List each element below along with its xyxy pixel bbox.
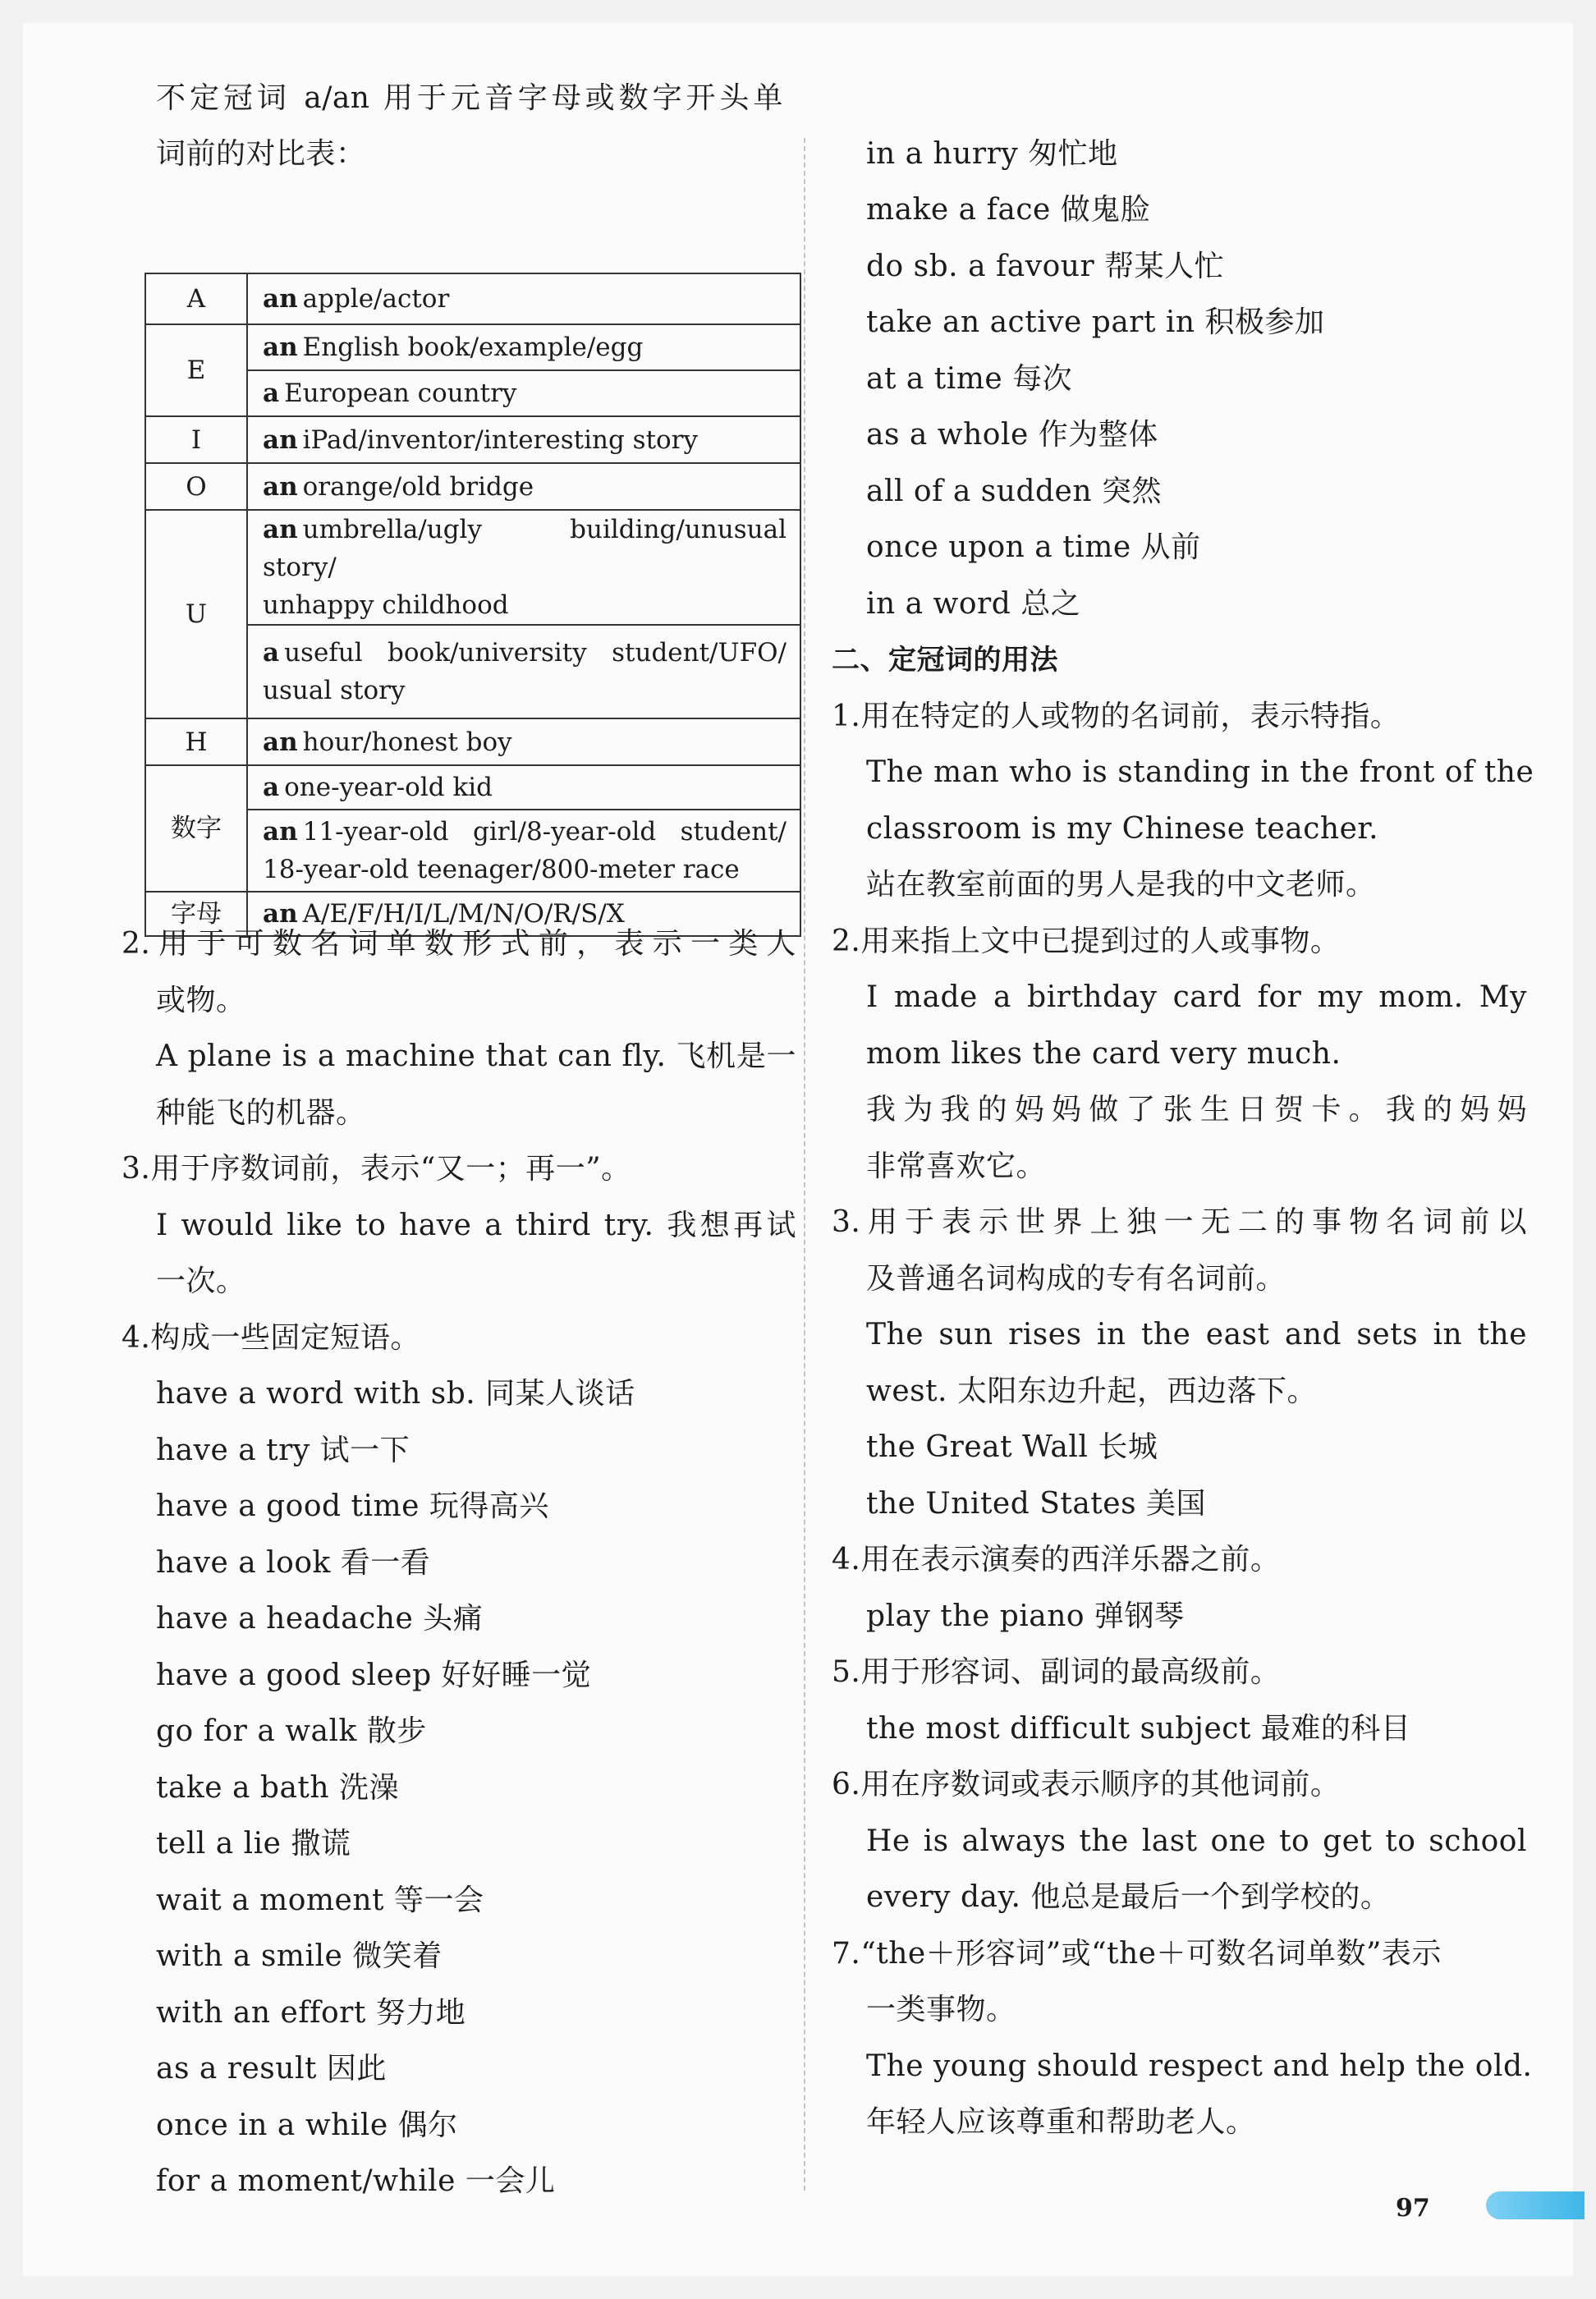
table-letter-cell: H [145, 718, 247, 765]
right-line: 一类事物。 [866, 1993, 1016, 2026]
right-line: 及普通名词构成的专有名词前。 [866, 1262, 1286, 1296]
left-line: A plane is a machine that can fly. 飞机是一 [156, 1039, 796, 1073]
table-letter-cell: O [145, 463, 247, 510]
left-line: 种能飞的机器。 [156, 1096, 366, 1130]
phrase-item: for a moment/while 一会儿 [156, 2164, 556, 2198]
right-line: the United States 美国 [866, 1487, 1206, 1521]
table-example-cell: a one-year-old kid [247, 765, 800, 810]
page-number: 97 [1396, 2194, 1430, 2223]
right-line: classroom is my Chinese teacher. [866, 812, 1379, 846]
right-line: The sun rises in the east and sets in the [866, 1318, 1527, 1351]
right-line: He is always the last one to get to school [866, 1824, 1527, 1858]
right-line: west. 太阳东边升起，西边落下。 [866, 1374, 1317, 1408]
page-number-tab [1486, 2191, 1585, 2219]
left-line: 2.用于可数名词单数形式前，表示一类人 [122, 927, 796, 961]
phrase-item: as a result 因此 [156, 2052, 387, 2086]
table-example-cell: an iPad/inventor/interesting story [247, 416, 800, 463]
table-example-cell: an 11-year-old girl/8-year-old student/ 18-year-old teenager/800-meter race [247, 810, 800, 892]
phrase-item: make a face 做鬼脸 [866, 193, 1151, 227]
right-line: 4.用在表示演奏的西洋乐器之前。 [832, 1543, 1281, 1576]
table-row [145, 324, 800, 370]
phrase-item: at a time 每次 [866, 362, 1073, 396]
right-line: The young should respect and help the old. [866, 2049, 1533, 2083]
right-line: 年轻人应该尊重和帮助老人。 [866, 2105, 1256, 2139]
article-comparison-table [144, 273, 801, 937]
table-letter-cell: E [145, 324, 247, 416]
phrase-item: have a word with sb. 同某人谈话 [156, 1377, 635, 1411]
intro-line-1: 不定冠词 a/an 用于元音字母或数字开头单 [156, 81, 783, 115]
phrase-item: tell a lie 撒谎 [156, 1827, 351, 1861]
table-example-cell: an apple/actor [247, 273, 800, 324]
left-line: I would like to have a third try. 我想再试 [156, 1209, 796, 1242]
table-row [145, 765, 800, 810]
phrase-item: all of a sudden 突然 [866, 475, 1162, 508]
right-line: I made a birthday card for my mom. My [866, 980, 1527, 1014]
right-line: 3.用于表示世界上独一无二的事物名词前以 [832, 1205, 1527, 1239]
column-divider [804, 138, 805, 2191]
phrase-item: as a whole 作为整体 [866, 418, 1158, 452]
right-line: The man who is standing in the front of the [866, 755, 1534, 789]
table-letter-cell: I [145, 416, 247, 463]
table-example-cell: an hour/honest boy [247, 718, 800, 765]
table-row [145, 510, 800, 625]
right-line: 2.用来指上文中已提到过的人或事物。 [832, 925, 1341, 958]
phrase-item: have a good sleep 好好睡一觉 [156, 1659, 592, 1692]
phrase-item: have a try 试一下 [156, 1434, 410, 1467]
right-line: the most difficult subject 最难的科目 [866, 1712, 1411, 1746]
table-letter-cell: A [145, 273, 247, 324]
right-line: mom likes the card very much. [866, 1037, 1341, 1071]
table-letter-cell: 数字 [145, 765, 247, 892]
phrase-item: once upon a time 从前 [866, 530, 1201, 564]
right-line: 6.用在序数词或表示顺序的其他词前。 [832, 1768, 1341, 1801]
page [23, 23, 1573, 2276]
phrase-item: in a hurry 匆忙地 [866, 137, 1118, 171]
section-title: 二、定冠词的用法 [832, 644, 1058, 677]
phrase-item: do sb. a favour 帮某人忙 [866, 250, 1225, 283]
table-example-cell: an orange/old bridge [247, 463, 800, 510]
right-line: the Great Wall 长城 [866, 1430, 1158, 1464]
phrase-item: have a headache 头痛 [156, 1602, 484, 1636]
phrase-item: take an active part in 积极参加 [866, 305, 1325, 339]
phrase-item: with an effort 努力地 [156, 1996, 466, 2030]
phrase-item: in a word 总之 [866, 587, 1081, 621]
right-line: 站在教室前面的男人是我的中文老师。 [866, 868, 1376, 902]
left-line: 一次。 [156, 1264, 246, 1298]
right-line: 我为我的妈妈做了张生日贺卡。我的妈妈 [866, 1093, 1527, 1127]
table-example-cell: a useful book/university student/UFO/ usual story [247, 625, 800, 718]
table-row [145, 273, 800, 324]
table-example-cell: an umbrella/ugly building/unusual story/ unhappy childhood [247, 510, 800, 625]
phrase-item: with a smile 微笑着 [156, 1939, 443, 1973]
phrase-item: go for a walk 散步 [156, 1714, 427, 1748]
right-line: every day. 他总是最后一个到学校的。 [866, 1880, 1391, 1914]
table-row [145, 463, 800, 510]
phrase-item: wait a moment 等一会 [156, 1884, 484, 1917]
table-example-cell: an A/E/F/H/I/L/M/N/O/R/S/X [247, 892, 800, 936]
phrase-item: once in a while 偶尔 [156, 2109, 458, 2142]
left-line: 或物。 [156, 984, 246, 1017]
table-row [145, 718, 800, 765]
phrase-item: have a good time 玩得高兴 [156, 1489, 549, 1523]
table-example-cell: an English book/example/egg [247, 324, 800, 370]
table-letter-cell: 字母 [145, 892, 247, 936]
right-line: 7.“the＋形容词”或“the＋可数名词单数”表示 [832, 1937, 1442, 1971]
phrase-item: take a bath 洗澡 [156, 1771, 400, 1805]
right-line: 5.用于形容词、副词的最高级前。 [832, 1655, 1281, 1689]
right-line: 非常喜欢它。 [866, 1150, 1047, 1183]
table-row [145, 416, 800, 463]
right-line: 1.用在特定的人或物的名词前，表示特指。 [832, 700, 1401, 733]
left-line: 4.构成一些固定短语。 [122, 1321, 420, 1355]
right-line: play the piano 弹钢琴 [866, 1599, 1185, 1633]
phrase-item: have a look 看一看 [156, 1546, 431, 1580]
left-line: 3.用于序数词前，表示“又一；再一”。 [122, 1152, 631, 1186]
table-example-cell: a European country [247, 370, 800, 416]
intro-line-2: 词前的对比表： [156, 137, 366, 171]
table-letter-cell: U [145, 510, 247, 718]
